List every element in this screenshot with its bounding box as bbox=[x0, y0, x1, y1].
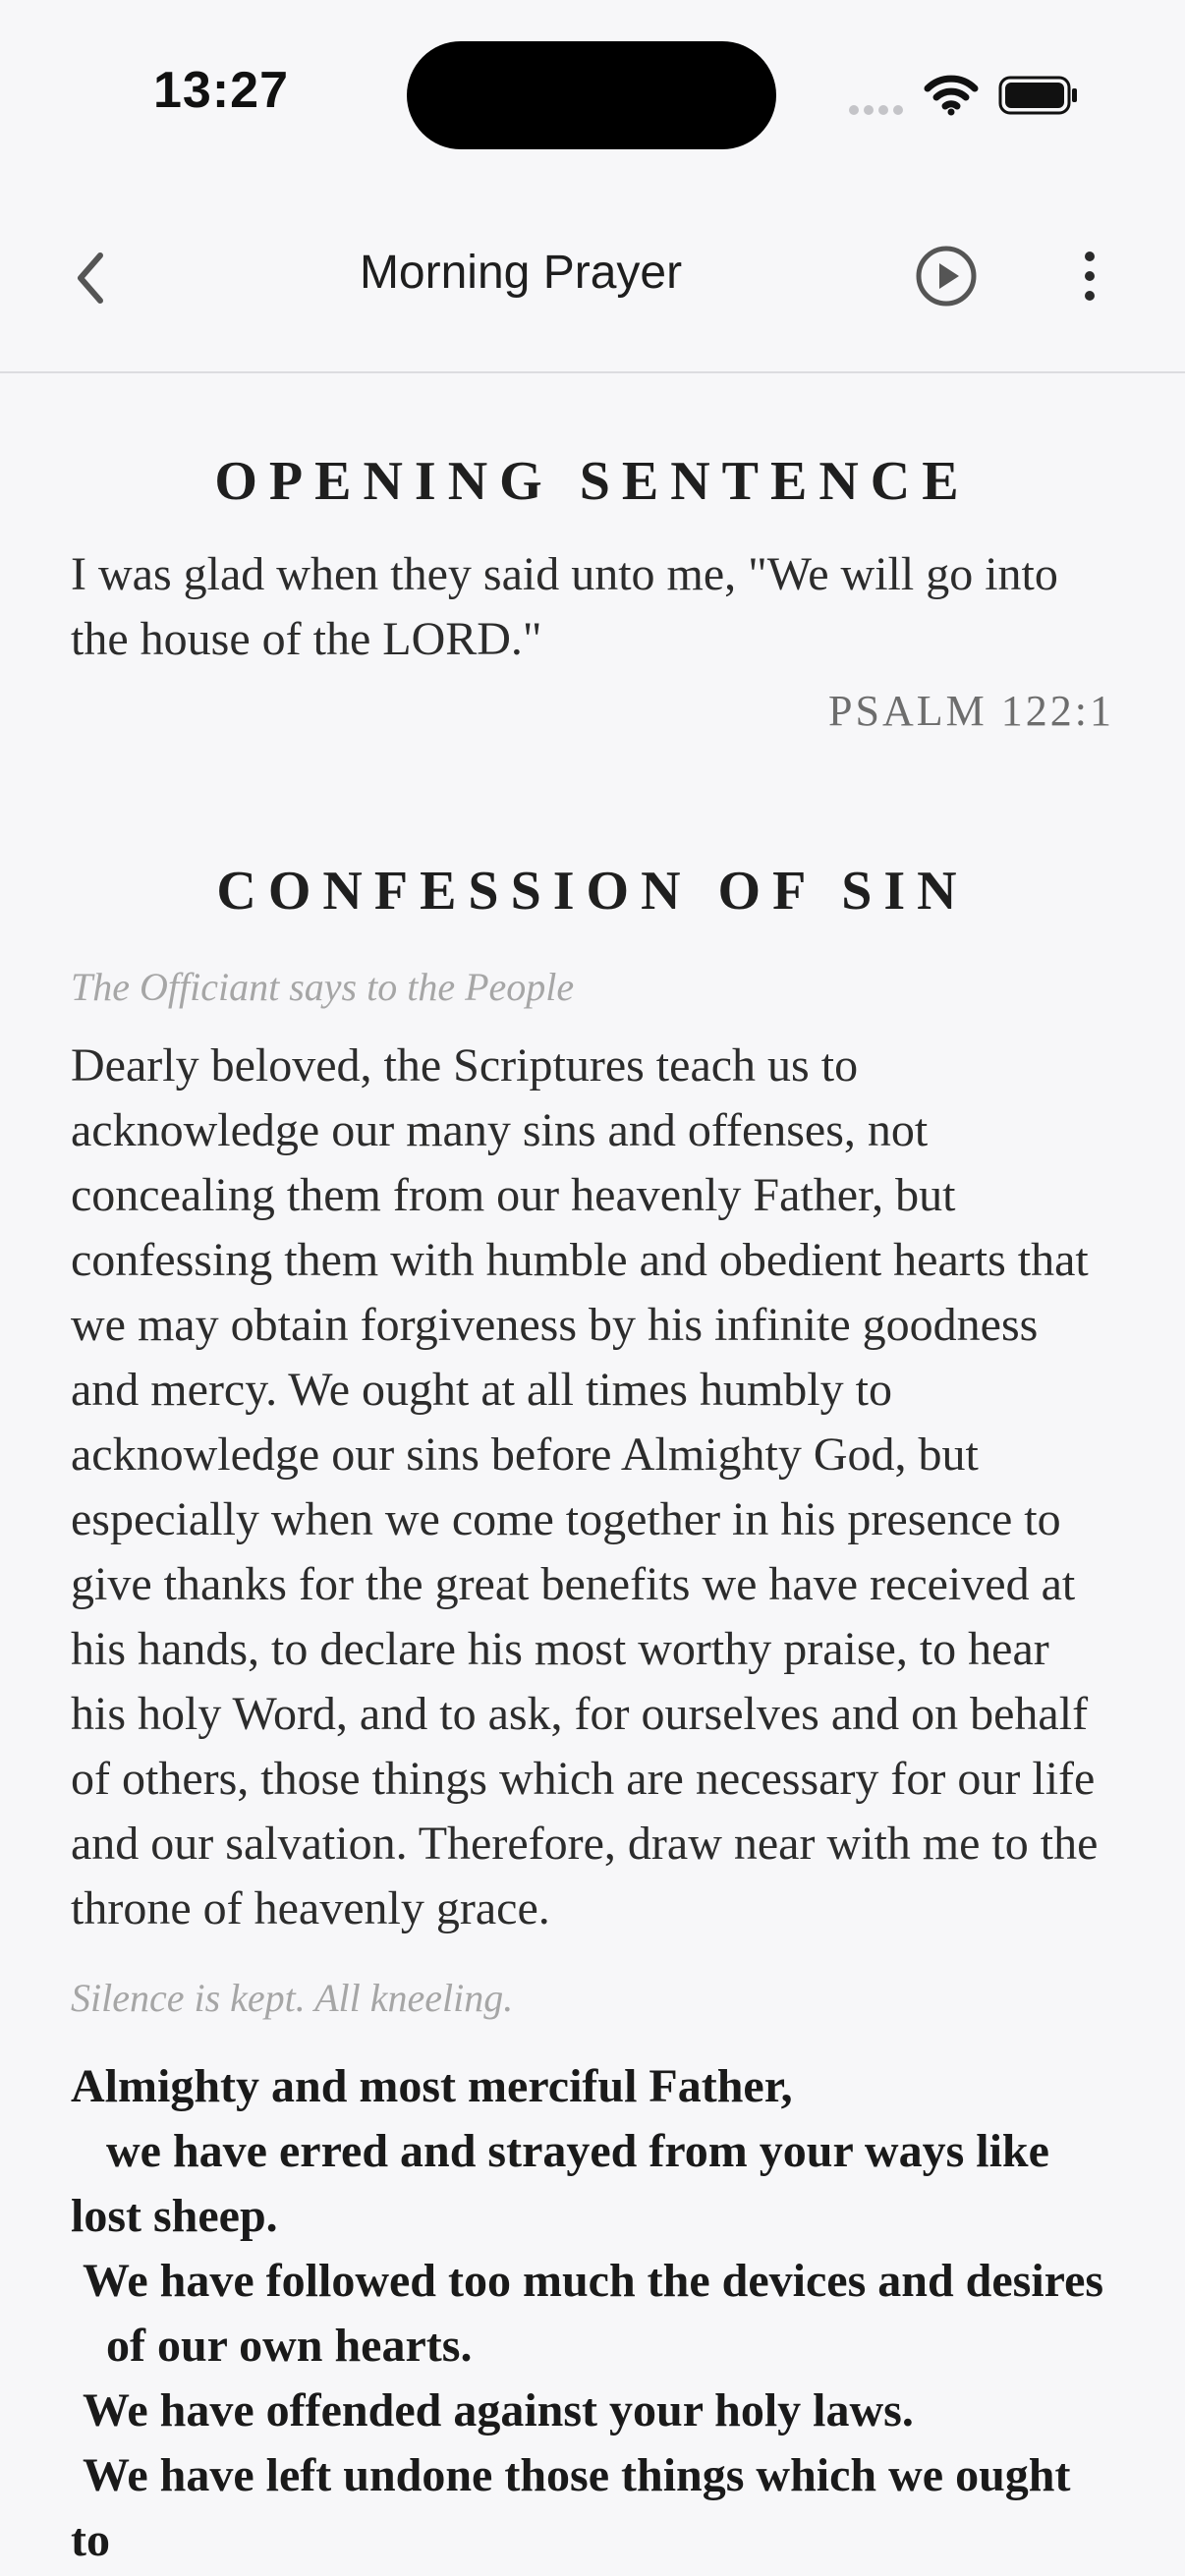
prayer-line: We have followed too much the devices and desires bbox=[71, 2255, 1104, 2307]
wifi-icon bbox=[924, 75, 979, 116]
status-bar bbox=[0, 0, 1185, 187]
prayer-line: We have left undone those things which we ought to bbox=[71, 2449, 1083, 2566]
status-time: 13:27 bbox=[153, 62, 289, 119]
navigation-bar bbox=[0, 187, 1185, 373]
prayer-line: We have offended against your holy laws. bbox=[71, 2384, 914, 2436]
opening-sentence-text: I was glad when they said unto me, "We will go into the house of the LORD." bbox=[71, 548, 1058, 665]
cellular-signal-icon bbox=[849, 102, 908, 120]
opening-sentence-heading: OPENING SENTENCE bbox=[214, 451, 971, 512]
confession-heading: CONFESSION OF SIN bbox=[216, 861, 969, 922]
rubric-officiant: The Officiant says to the People bbox=[71, 965, 575, 1009]
prayer-content bbox=[71, 371, 1114, 2573]
prayer-line: we have erred and strayed from your ways like lost sheep. bbox=[71, 2125, 1061, 2242]
prayer-line: of our own hearts. bbox=[71, 2320, 473, 2372]
scripture-citation: PSALM 122:1 bbox=[828, 687, 1114, 735]
page-title: Morning Prayer bbox=[359, 247, 683, 299]
exhortation-text: Dearly beloved, the Scriptures teach us to acknowledge our many sins and offenses, not concealing them from our heavenly Father, but confessing them with humble and obedient hearts that we may obtain forgiveness by his infinite goodness and mercy. We ought at all times humbly to acknowledge our sins before Almighty God, but especially when we come together in his presence to give thanks for the great benefits we have received at his hands, to declare his most worthy praise, to hear his holy Word, and to ask, for ourselves and on behalf of others, those things which are necessary for our life and our salvation. Therefore, draw near with me to the throne of heavenly grace. bbox=[71, 1039, 1099, 1934]
dynamic-island bbox=[407, 41, 776, 149]
rubric-silence: Silence is kept. All kneeling. bbox=[71, 1976, 514, 2020]
prayer-line: Almighty and most merciful Father, bbox=[71, 2060, 793, 2112]
more-vertical-icon[interactable] bbox=[1071, 244, 1108, 308]
confession-prayer bbox=[71, 2054, 1114, 2573]
play-circle-icon[interactable] bbox=[914, 244, 979, 308]
battery-icon bbox=[998, 75, 1081, 116]
